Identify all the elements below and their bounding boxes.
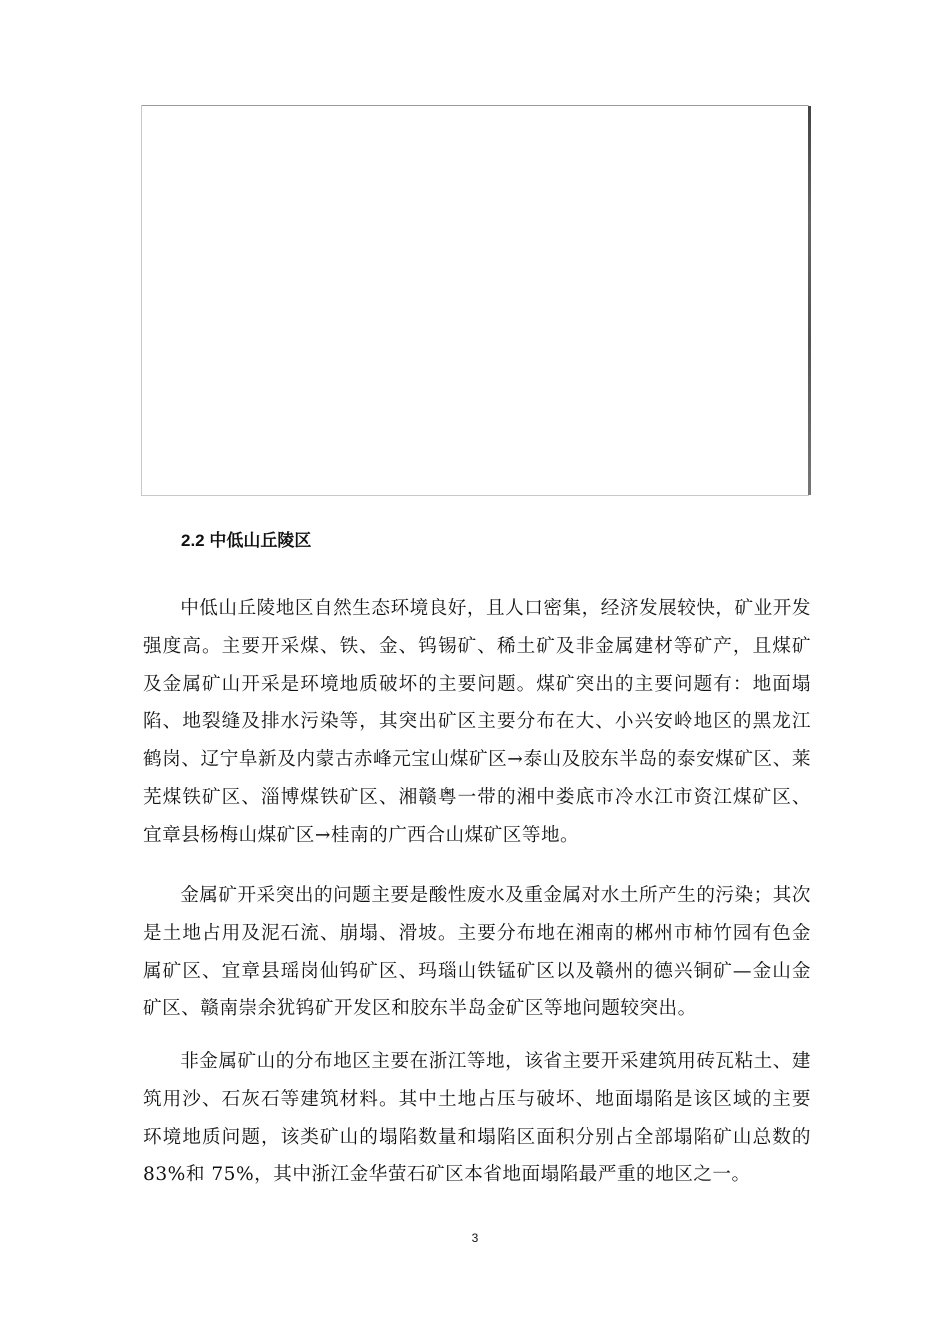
page-number: 3 [471, 1231, 479, 1245]
section-heading: 2.2 中低山丘陵区 [181, 531, 312, 550]
figure-right-edge [808, 106, 811, 495]
figure-placeholder [141, 105, 809, 496]
paragraph-coal-mining: 中低山丘陵地区自然生态环境良好，且人口密集，经济发展较快，矿业开发强度高。主要开采煤、铁、金、钨锡矿、稀土矿及非金属建材等矿产，且煤矿及金属矿山开采是环境地质破坏的主要问题。煤矿突出的主要问题有：地面塌陷、地裂缝及排水污染等，其突出矿区主要分布在大、小兴安岭地区的黑龙江鹤岗、辽宁阜新及内蒙古赤峰元宝山煤矿区→泰山及胶东半岛的泰安煤矿区、莱芜煤铁矿区、淄博煤铁矿区、湘赣粤一带的湘中娄底市冷水江市资江煤矿区、宜章县杨梅山煤矿区→桂南的广西合山煤矿区等地。 [143, 598, 811, 846]
paragraph-metal-mining: 金属矿开采突出的问题主要是酸性废水及重金属对水土所产生的污染；其次是土地占用及泥石流、崩塌、滑坡。主要分布地在湘南的郴州市柿竹园有色金属矿区、宜章县瑶岗仙钨矿区、玛瑙山铁锰矿区以及赣州的德兴铜矿—金山金矿区、赣南崇余犹钨矿开发区和胶东半岛金矿区等地问题较突出。 [143, 885, 811, 1020]
paragraph-nonmetal-mining: 非金属矿山的分布地区主要在浙江等地，该省主要开采建筑用砖瓦粘土、建筑用沙、石灰石等建筑材料。其中土地占压与破坏、地面塌陷是该区域的主要环境地质问题，该类矿山的塌陷数量和塌陷区面积分别占全部塌陷矿山总数的 83%和 75%，其中浙江金华萤石矿区本省地面塌陷最严重的地区之一。 [143, 1051, 811, 1186]
figure-top-border [142, 105, 808, 106]
